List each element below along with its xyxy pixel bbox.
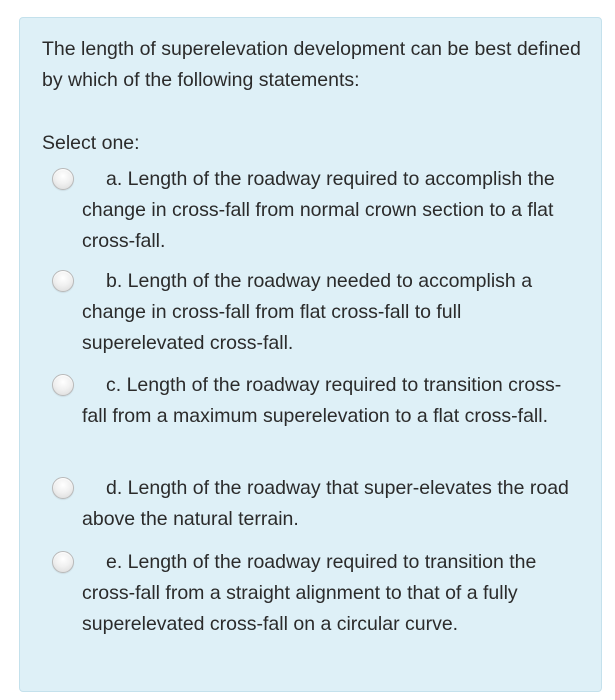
radio-option-d[interactable] xyxy=(52,477,74,499)
radio-option-a[interactable] xyxy=(52,168,74,190)
question-card xyxy=(19,17,602,692)
option-b[interactable] xyxy=(82,266,582,359)
select-one-label: Select one: xyxy=(42,132,140,154)
radio-option-c[interactable] xyxy=(52,374,74,396)
option-a[interactable] xyxy=(82,164,582,257)
option-a-label: a. Length of the roadway required to accomplish the change in cross-fall from normal crown section to a flat cross-fall. xyxy=(82,168,555,252)
question-text: The length of superelevation development can be best defined by which of the following statements: xyxy=(42,38,581,91)
option-c-label: c. Length of the roadway required to transition cross-fall from a maximum superelevation to a flat cross-fall. xyxy=(82,374,562,427)
option-d[interactable] xyxy=(82,473,582,535)
radio-option-e[interactable] xyxy=(52,551,74,573)
radio-option-b[interactable] xyxy=(52,270,74,292)
option-e-label: e. Length of the roadway required to transition the cross-fall from a straight alignment to that of a fully superelevated cross-fall on a circular curve. xyxy=(82,551,537,635)
option-b-label: b. Length of the roadway needed to accomplish a change in cross-fall from flat cross-fall to full superelevated cross-fall. xyxy=(82,270,533,354)
option-d-label: d. Length of the roadway that super-elevates the road above the natural terrain. xyxy=(82,477,569,530)
option-c[interactable] xyxy=(82,370,582,432)
option-e[interactable] xyxy=(82,547,582,640)
